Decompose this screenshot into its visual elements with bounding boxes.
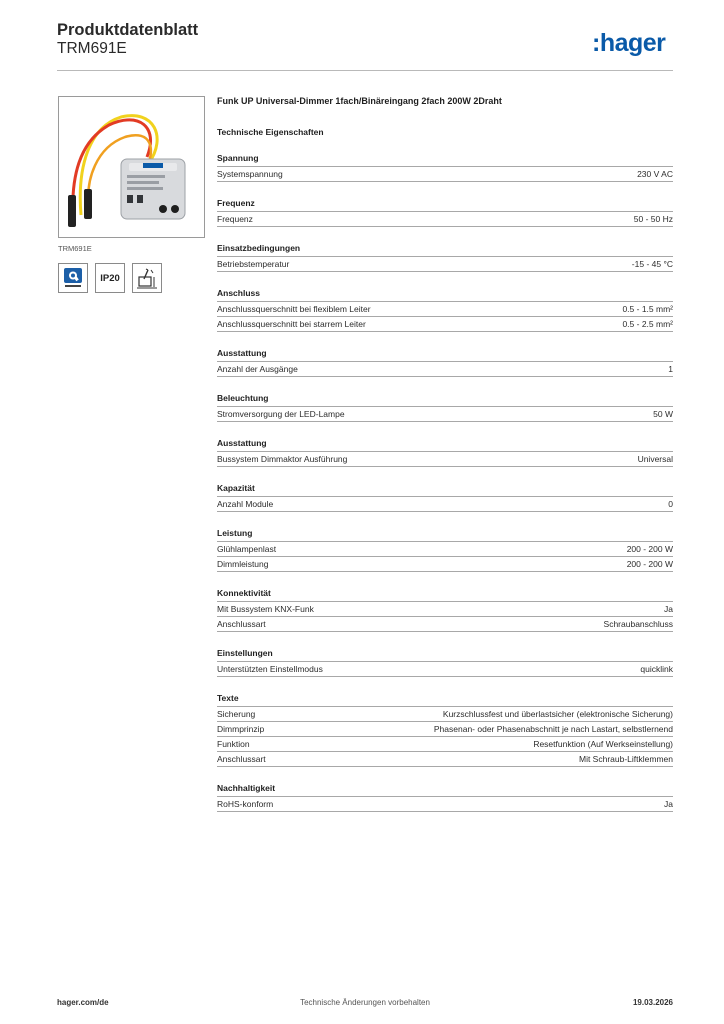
spec-label: Bussystem Dimmaktor Ausführung	[217, 454, 348, 464]
spec-sections	[217, 152, 673, 812]
spec-row	[217, 167, 673, 182]
spec-section	[217, 482, 673, 512]
section-heading: Ausstattung	[217, 437, 673, 452]
spec-row	[217, 662, 673, 677]
spec-row	[217, 557, 673, 572]
header-divider	[57, 70, 673, 71]
product-description: Funk UP Universal-Dimmer 1fach/Binäreingang 2fach 200W 2Draht	[217, 96, 502, 106]
spec-value: 200 - 200 W	[626, 544, 673, 554]
spec-row	[217, 752, 673, 767]
spec-label: Unterstützten Einstellmodus	[217, 664, 323, 674]
product-image	[58, 96, 205, 238]
spec-row	[217, 722, 673, 737]
spec-section	[217, 287, 673, 332]
spec-section	[217, 587, 673, 632]
hager-logo	[592, 28, 674, 60]
flush-mount-icon	[134, 265, 160, 291]
spec-row	[217, 452, 673, 467]
footer-website: hager.com/de	[57, 998, 109, 1007]
product-model: TRM691E	[57, 40, 127, 57]
spec-label: Anschlussart	[217, 619, 266, 629]
spec-row	[217, 797, 673, 812]
technical-properties-heading: Technische Eigenschaften	[217, 127, 324, 137]
spec-value: Ja	[664, 799, 673, 809]
spec-value: 50 W	[653, 409, 673, 419]
spec-value: Kurzschlussfest und überlastsicher (elektronische Sicherung)	[442, 709, 673, 719]
quicklink-badge	[58, 263, 88, 293]
spec-row	[217, 737, 673, 752]
spec-label: Systemspannung	[217, 169, 283, 179]
spec-value: Phasenan- oder Phasenabschnitt je nach Lastart, selbstlernend	[433, 724, 673, 734]
spec-value: Resetfunktion (Auf Werkseinstellung)	[533, 739, 673, 749]
spec-content	[217, 95, 673, 812]
spec-value: Universal	[637, 454, 673, 464]
spec-section	[217, 392, 673, 422]
product-image-caption: TRM691E	[58, 244, 92, 253]
spec-section	[217, 692, 673, 767]
ip-rating-badge	[95, 263, 125, 293]
spec-value: 0	[668, 499, 673, 509]
spec-section	[217, 782, 673, 812]
spec-value: 0.5 - 1.5 mm²	[622, 304, 673, 314]
spec-section	[217, 152, 673, 182]
footer-date: 19.03.2026	[632, 998, 673, 1007]
spec-value: -15 - 45 °C	[631, 259, 673, 269]
spec-section	[217, 647, 673, 677]
spec-value: Schraubanschluss	[603, 619, 673, 629]
spec-row	[217, 212, 673, 227]
section-heading: Anschluss	[217, 287, 673, 302]
spec-value: Mit Schraub-Liftklemmen	[578, 754, 673, 764]
svg-text::hager: :hager	[592, 29, 666, 57]
spec-value: 230 V AC	[637, 169, 673, 179]
installation-icon-badge	[132, 263, 162, 293]
spec-label: Dimmleistung	[217, 559, 269, 569]
spec-label: Funktion	[217, 739, 250, 749]
spec-label: Anschlussquerschnitt bei flexiblem Leiter	[217, 304, 371, 314]
spec-label: Mit Bussystem KNX-Funk	[217, 604, 314, 614]
spec-value: 50 - 50 Hz	[633, 214, 673, 224]
spec-label: Anzahl der Ausgänge	[217, 364, 298, 374]
section-heading: Konnektivität	[217, 587, 673, 602]
spec-row	[217, 362, 673, 377]
section-heading: Kapazität	[217, 482, 673, 497]
spec-row	[217, 407, 673, 422]
spec-label: RoHS-konform	[217, 799, 274, 809]
spec-label: Betriebstemperatur	[217, 259, 290, 269]
spec-section	[217, 347, 673, 377]
spec-label: Stromversorgung der LED-Lampe	[217, 409, 345, 419]
spec-value: Ja	[664, 604, 673, 614]
section-heading: Nachhaltigkeit	[217, 782, 673, 797]
spec-value: quicklink	[640, 664, 673, 674]
spec-row	[217, 707, 673, 722]
spec-label: Frequenz	[217, 214, 253, 224]
spec-label: Sicherung	[217, 709, 256, 719]
certification-badges	[58, 263, 162, 293]
section-heading: Leistung	[217, 527, 673, 542]
section-heading: Spannung	[217, 152, 673, 167]
spec-value: 200 - 200 W	[626, 559, 673, 569]
page-title: Produktdatenblatt	[57, 21, 199, 39]
spec-label: Anschlussart	[217, 754, 266, 764]
section-heading: Frequenz	[217, 197, 673, 212]
section-heading: Einsatzbedingungen	[217, 242, 673, 257]
ip-rating-text: IP20	[100, 272, 120, 284]
spec-row	[217, 617, 673, 632]
spec-label: Anschlussquerschnitt bei starrem Leiter	[217, 319, 366, 329]
spec-section	[217, 197, 673, 227]
spec-label: Glühlampenlast	[217, 544, 277, 554]
spec-row	[217, 317, 673, 332]
spec-section	[217, 242, 673, 272]
spec-value: 1	[668, 364, 673, 374]
spec-value: 0.5 - 2.5 mm²	[622, 319, 673, 329]
section-heading: Texte	[217, 692, 673, 707]
section-heading: Beleuchtung	[217, 392, 673, 407]
spec-label: Anzahl Module	[217, 499, 274, 509]
spec-section	[217, 437, 673, 467]
spec-row	[217, 302, 673, 317]
section-heading: Ausstattung	[217, 347, 673, 362]
spec-section	[217, 527, 673, 572]
spec-row	[217, 542, 673, 557]
section-heading: Einstellungen	[217, 647, 673, 662]
quicklink-icon	[60, 265, 86, 291]
spec-row	[217, 497, 673, 512]
spec-row	[217, 257, 673, 272]
footer-disclaimer: Technische Änderungen vorbehalten	[300, 998, 430, 1007]
spec-row	[217, 602, 673, 617]
dimmer-device-illustration	[59, 97, 204, 237]
spec-label: Dimmprinzip	[217, 724, 265, 734]
